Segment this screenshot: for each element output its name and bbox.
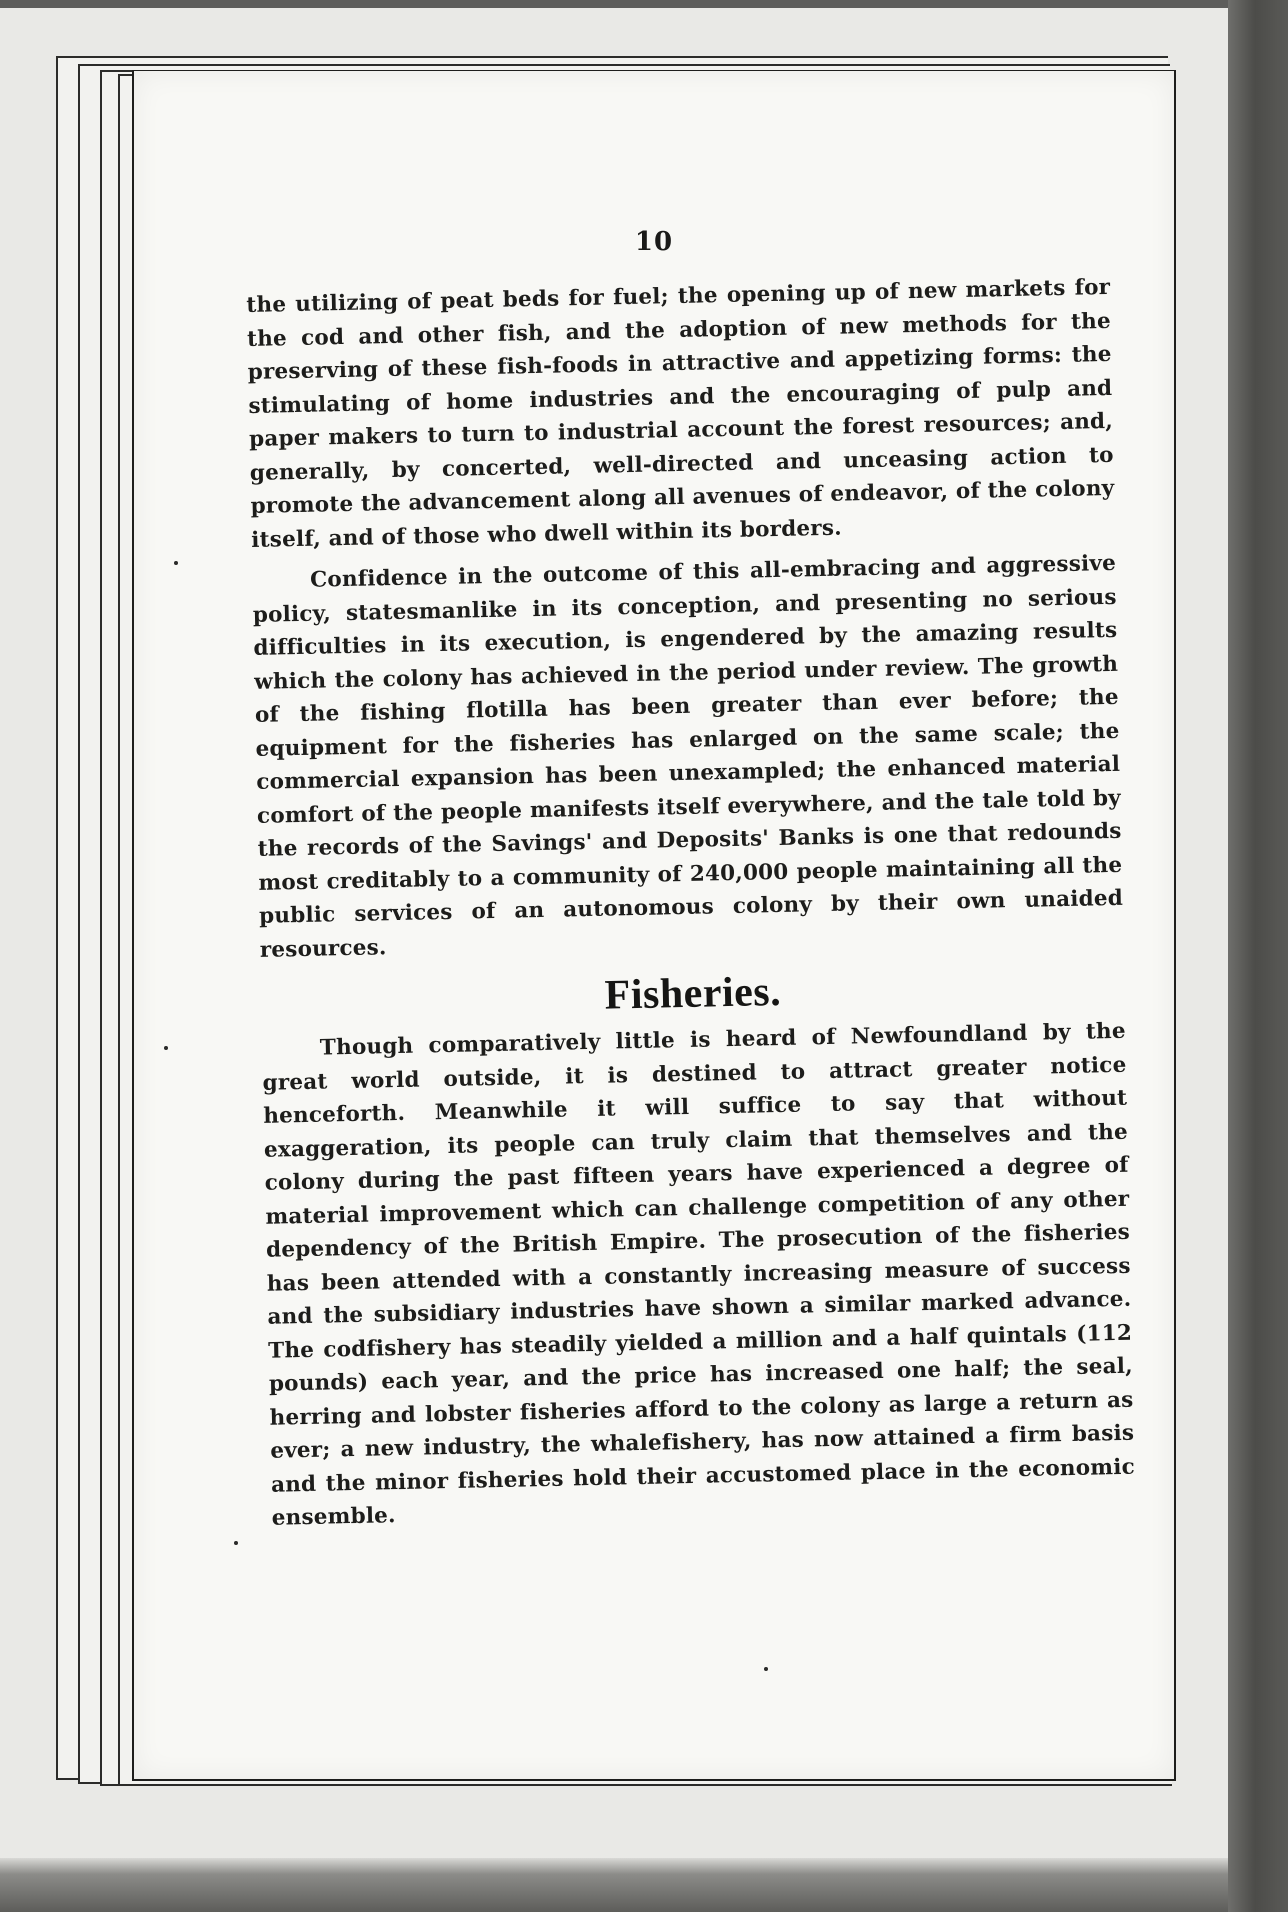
book-binding (1228, 0, 1288, 1912)
scan-speck (164, 1046, 168, 1050)
section-heading: Fisheries. (604, 968, 782, 1019)
page-number: 10 (634, 227, 674, 257)
paragraph-fisheries: Though comparatively little is heard of Newfoundland by the great world outside, it is destined to attract greater notice henceforth. Meanwhile it will suffice to say that without exaggeration, its people can truly claim that themselves and the colony during the past fifteen years have experienced a degree of material improvement which can challenge competition of any other dependency of the British Empire. The prosecution of the fisheries has been attended with a constantly increasing measure of success and the subsidiary industries have shown a similar marked advance. The codfishery has steadily yielded a million and a half quintals (112 pounds) each year, and the price has increased one half; the seal, herring and lobster fisheries afford to the colony as large a return as ever; a new industry, the whalefishery, has now attained a firm basis and the minor fisheries hold their accustomed place in the economic ensemble. (262, 1018, 1136, 1531)
scan-top-edge (0, 0, 1228, 8)
paragraph-continued: the utilizing of peat beds for fuel; the opening up of new markets for the cod and other fish, and the adoption of new methods for the preserving of these fish-foods in attractive and appetizing forms: the stimulating of home industries and the encouraging of pulp and paper makers to turn to industrial account the forest resources; and, generally, by concerted, well-directed and unceasing action to promote the advancement along all avenues of endeavor, of the colony itself, and of those who dwell within its borders. (246, 274, 1115, 553)
scan-speck (234, 1541, 238, 1545)
scan-speck (764, 1667, 768, 1671)
scan-bottom-edge (0, 1858, 1228, 1912)
scan-speck (174, 561, 178, 565)
book-page (132, 70, 1176, 1781)
page-body (246, 271, 1139, 1699)
paragraph-confidence: Confidence in the outcome of this all-embracing and aggressive policy, statesmanlike in its conception, and presenting no serious difficulties in its execution, is engendered by the amazing results which the colony has achieved in the period under review. The growth of the fishing flotilla has been greater than ever before; the equipment for the fisheries has enlarged on the same scale; the commercial expansion has been unexampled; the enhanced material comfort of the people manifests itself everywhere, and the tale told by the records of the Savings' and Deposits' Banks is one that redounds most creditably to a community of 240,000 people maintaining all the public services of an autonomous colony by their own unaided resources. (252, 550, 1124, 963)
